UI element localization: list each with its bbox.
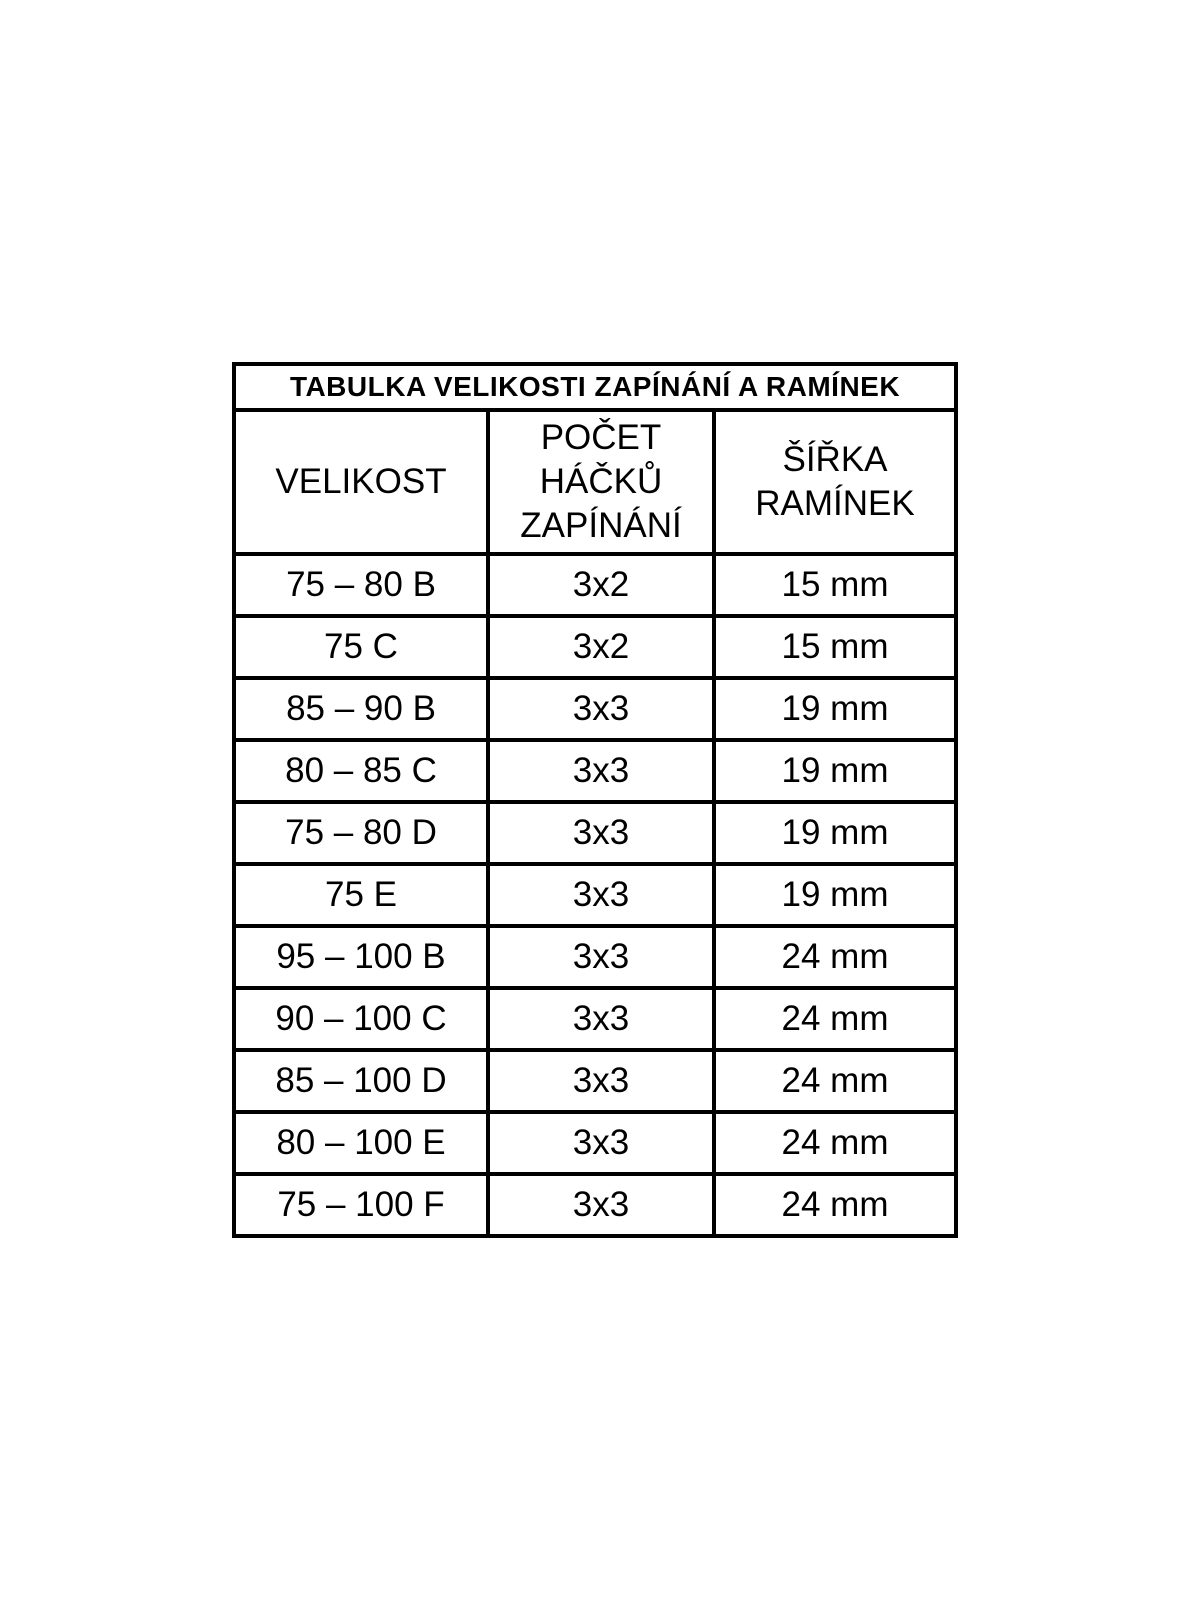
cell-hooks: 3x3 [488,678,714,740]
cell-size: 80 – 100 E [234,1112,488,1174]
cell-size: 85 – 90 B [234,678,488,740]
cell-size: 75 – 80 D [234,802,488,864]
cell-size: 75 – 80 B [234,554,488,616]
table-row [234,988,956,1050]
cell-hooks: 3x3 [488,926,714,988]
cell-strap-width: 19 mm [714,740,956,802]
cell-size: 95 – 100 B [234,926,488,988]
cell-hooks: 3x2 [488,554,714,616]
column-header-velikost: VELIKOST [234,410,488,554]
table-row [234,1050,956,1112]
table-row [234,1174,956,1236]
cell-strap-width: 24 mm [714,1112,956,1174]
size-table [232,362,958,1238]
cell-strap-width: 15 mm [714,616,956,678]
table-row [234,864,956,926]
table-row [234,740,956,802]
cell-size: 90 – 100 C [234,988,488,1050]
cell-size: 75 E [234,864,488,926]
table-row [234,1112,956,1174]
cell-size: 75 – 100 F [234,1174,488,1236]
cell-hooks: 3x3 [488,988,714,1050]
cell-size: 85 – 100 D [234,1050,488,1112]
table-row [234,616,956,678]
cell-hooks: 3x3 [488,1112,714,1174]
cell-size: 80 – 85 C [234,740,488,802]
cell-hooks: 3x3 [488,740,714,802]
cell-hooks: 3x3 [488,802,714,864]
table-row [234,678,956,740]
cell-strap-width: 24 mm [714,1050,956,1112]
cell-hooks: 3x3 [488,1174,714,1236]
table-row [234,926,956,988]
table-row [234,802,956,864]
table-row [234,554,956,616]
cell-size: 75 C [234,616,488,678]
cell-strap-width: 19 mm [714,802,956,864]
column-header-sirka-raminek: ŠÍŘKA RAMÍNEK [714,410,956,554]
cell-hooks: 3x2 [488,616,714,678]
cell-hooks: 3x3 [488,1050,714,1112]
column-header-pocet-hacku-zapinani: POČET HÁČKŮ ZAPÍNÁNÍ [488,410,714,554]
cell-strap-width: 24 mm [714,988,956,1050]
cell-strap-width: 24 mm [714,1174,956,1236]
cell-strap-width: 19 mm [714,864,956,926]
cell-strap-width: 15 mm [714,554,956,616]
table-title: TABULKA VELIKOSTI ZAPÍNÁNÍ A RAMÍNEK [234,364,956,410]
table-header-row [234,410,956,554]
cell-strap-width: 19 mm [714,678,956,740]
table-title-row [234,364,956,410]
cell-hooks: 3x3 [488,864,714,926]
cell-strap-width: 24 mm [714,926,956,988]
